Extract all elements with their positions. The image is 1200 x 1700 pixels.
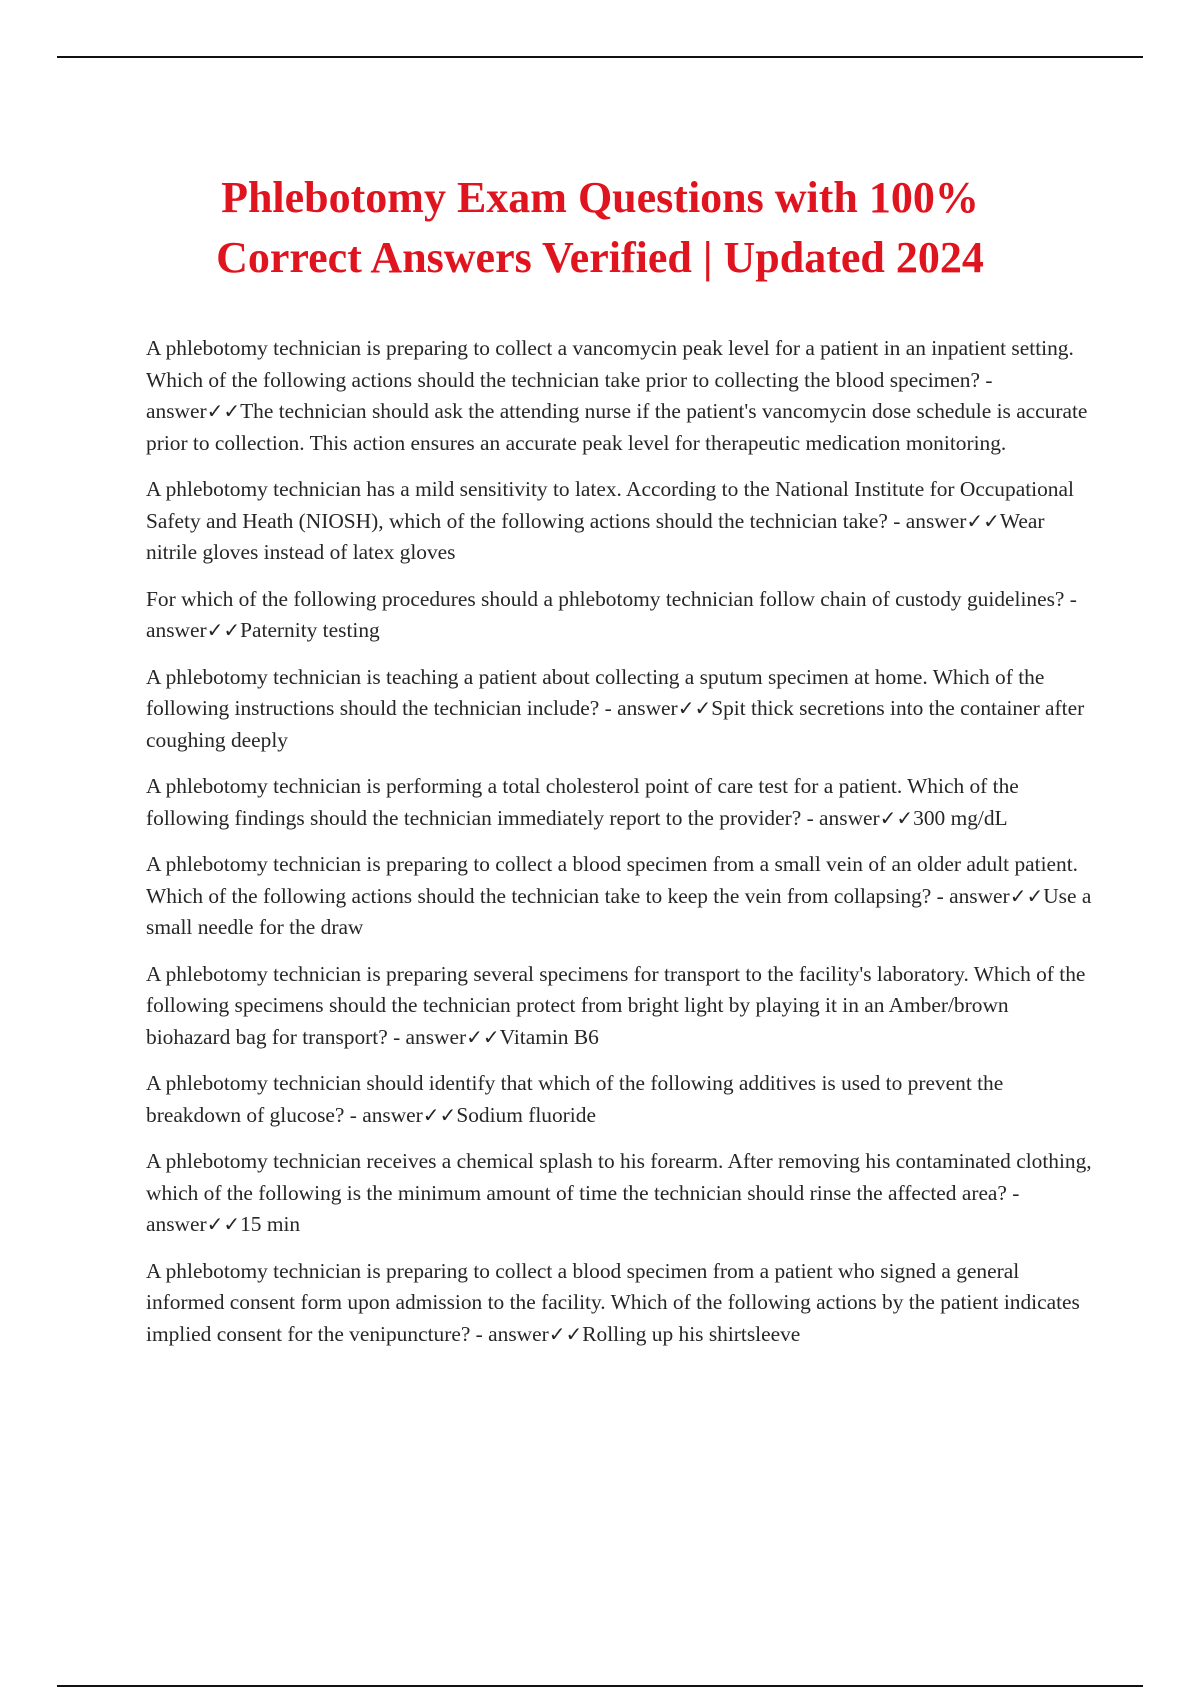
question-answer-list [146,333,1094,1365]
check-marks-icon: ✓✓ [1009,883,1044,908]
list-item [146,1256,1094,1351]
answer-prefix: - answer [146,367,993,423]
answer-prefix: - answer [344,1102,423,1127]
answer-text: 15 min [240,1212,301,1236]
answer-text: Sodium fluoride [456,1102,596,1127]
bottom-divider [57,1685,1143,1687]
answer-prefix: - answer [146,1180,1020,1236]
check-marks-icon: ✓✓ [206,1212,241,1236]
answer-text: Rolling up his shirtsleeve [582,1321,801,1346]
question-text: A phlebotomy technician is preparing to collect a vancomycin peak level for a patient in an inpatient setting. Which of the following actions should the technician take prior to collecting the blood specimen? [146,336,1074,392]
list-item [146,662,1094,757]
question-text: A phlebotomy technician is preparing to collect a blood specimen from a patient who signed a general informed consent form upon admission to the facility. Which of the following actions by the patient indicates implied consent for the venipuncture? [146,1258,1080,1346]
list-item [146,771,1094,834]
answer-prefix: - answer [931,883,1010,908]
answer-prefix: - answer [887,508,967,533]
answer-text: Wear nitrile gloves instead of latex gloves [146,508,1045,564]
answer-text: Use a small needle for the draw [146,883,1092,939]
question-text: For which of the following procedures should a phlebotomy technician follow chain of custody guidelines? [146,586,1065,611]
question-text: A phlebotomy technician is teaching a patient about collecting a sputum specimen at home. Which of the following instructions should the technician include? [146,664,1045,720]
answer-prefix: - answer [146,586,1077,642]
title-line-2: Correct Answers Verified | Updated 2024 [216,233,984,282]
check-marks-icon: ✓✓ [677,696,712,720]
answer-prefix: - answer [599,696,678,720]
answer-text: The technician should ask the attending nurse if the patient's vancomycin dose schedule is accurate prior to collection. This action ensures an accurate peak level for therapeutic medication monitoring. [146,399,1088,455]
answer-text: Spit thick secretions into the container after coughing deeply [146,696,1085,752]
question-text: A phlebotomy technician receives a chemical splash to his forearm. After removing his contaminated clothing, which of the following is the minimum amount of time the technician should rinse the affected area? [146,1149,1092,1205]
question-text: A phlebotomy technician is preparing to collect a blood specimen from a small vein of an older adult patient. Which of the following actions should the technician take to keep the vein from collapsing? [146,852,1079,908]
question-text: A phlebotomy technician is preparing several specimens for transport to the facility's laboratory. Which of the following specimens should the technician protect from bright light by playing it in an Amber/brown biohazard bag for transport? [146,961,1086,1049]
answer-text: Paternity testing [240,618,380,642]
answer-text: Vitamin B6 [499,1024,599,1049]
question-text: A phlebotomy technician has a mild sensitivity to latex. According to the National Institute for Occupational Safety and Heath (NIOSH), which of the following actions should the technician take? [146,477,1074,533]
list-item [146,849,1094,944]
answer-prefix: - answer [387,1024,467,1049]
check-marks-icon: ✓✓ [548,1321,583,1346]
question-text: A phlebotomy technician is performing a total cholesterol point of care test for a patient. Which of the following findings should the technician immediately report to the provider? [146,774,1019,830]
check-marks-icon: ✓✓ [466,1024,500,1049]
check-marks-icon: ✓✓ [422,1102,457,1127]
check-marks-icon: ✓✓ [206,399,241,423]
top-divider [57,56,1143,58]
check-marks-icon: ✓✓ [206,618,241,642]
list-item [146,474,1094,569]
answer-prefix: - answer [801,805,880,830]
answer-prefix: - answer [470,1321,549,1346]
list-item [146,959,1094,1054]
list-item [146,1068,1094,1131]
list-item [146,1146,1094,1241]
title-line-1: Phlebotomy Exam Questions with 100% [221,173,979,222]
check-marks-icon: ✓✓ [966,508,1000,533]
check-marks-icon: ✓✓ [879,805,914,830]
list-item [146,333,1094,459]
list-item [146,584,1094,647]
question-text: A phlebotomy technician should identify that which of the following additives is used to prevent the breakdown of glucose? [146,1071,1004,1127]
answer-text: 300 mg/dL [913,805,1008,830]
document-title [80,168,1120,288]
